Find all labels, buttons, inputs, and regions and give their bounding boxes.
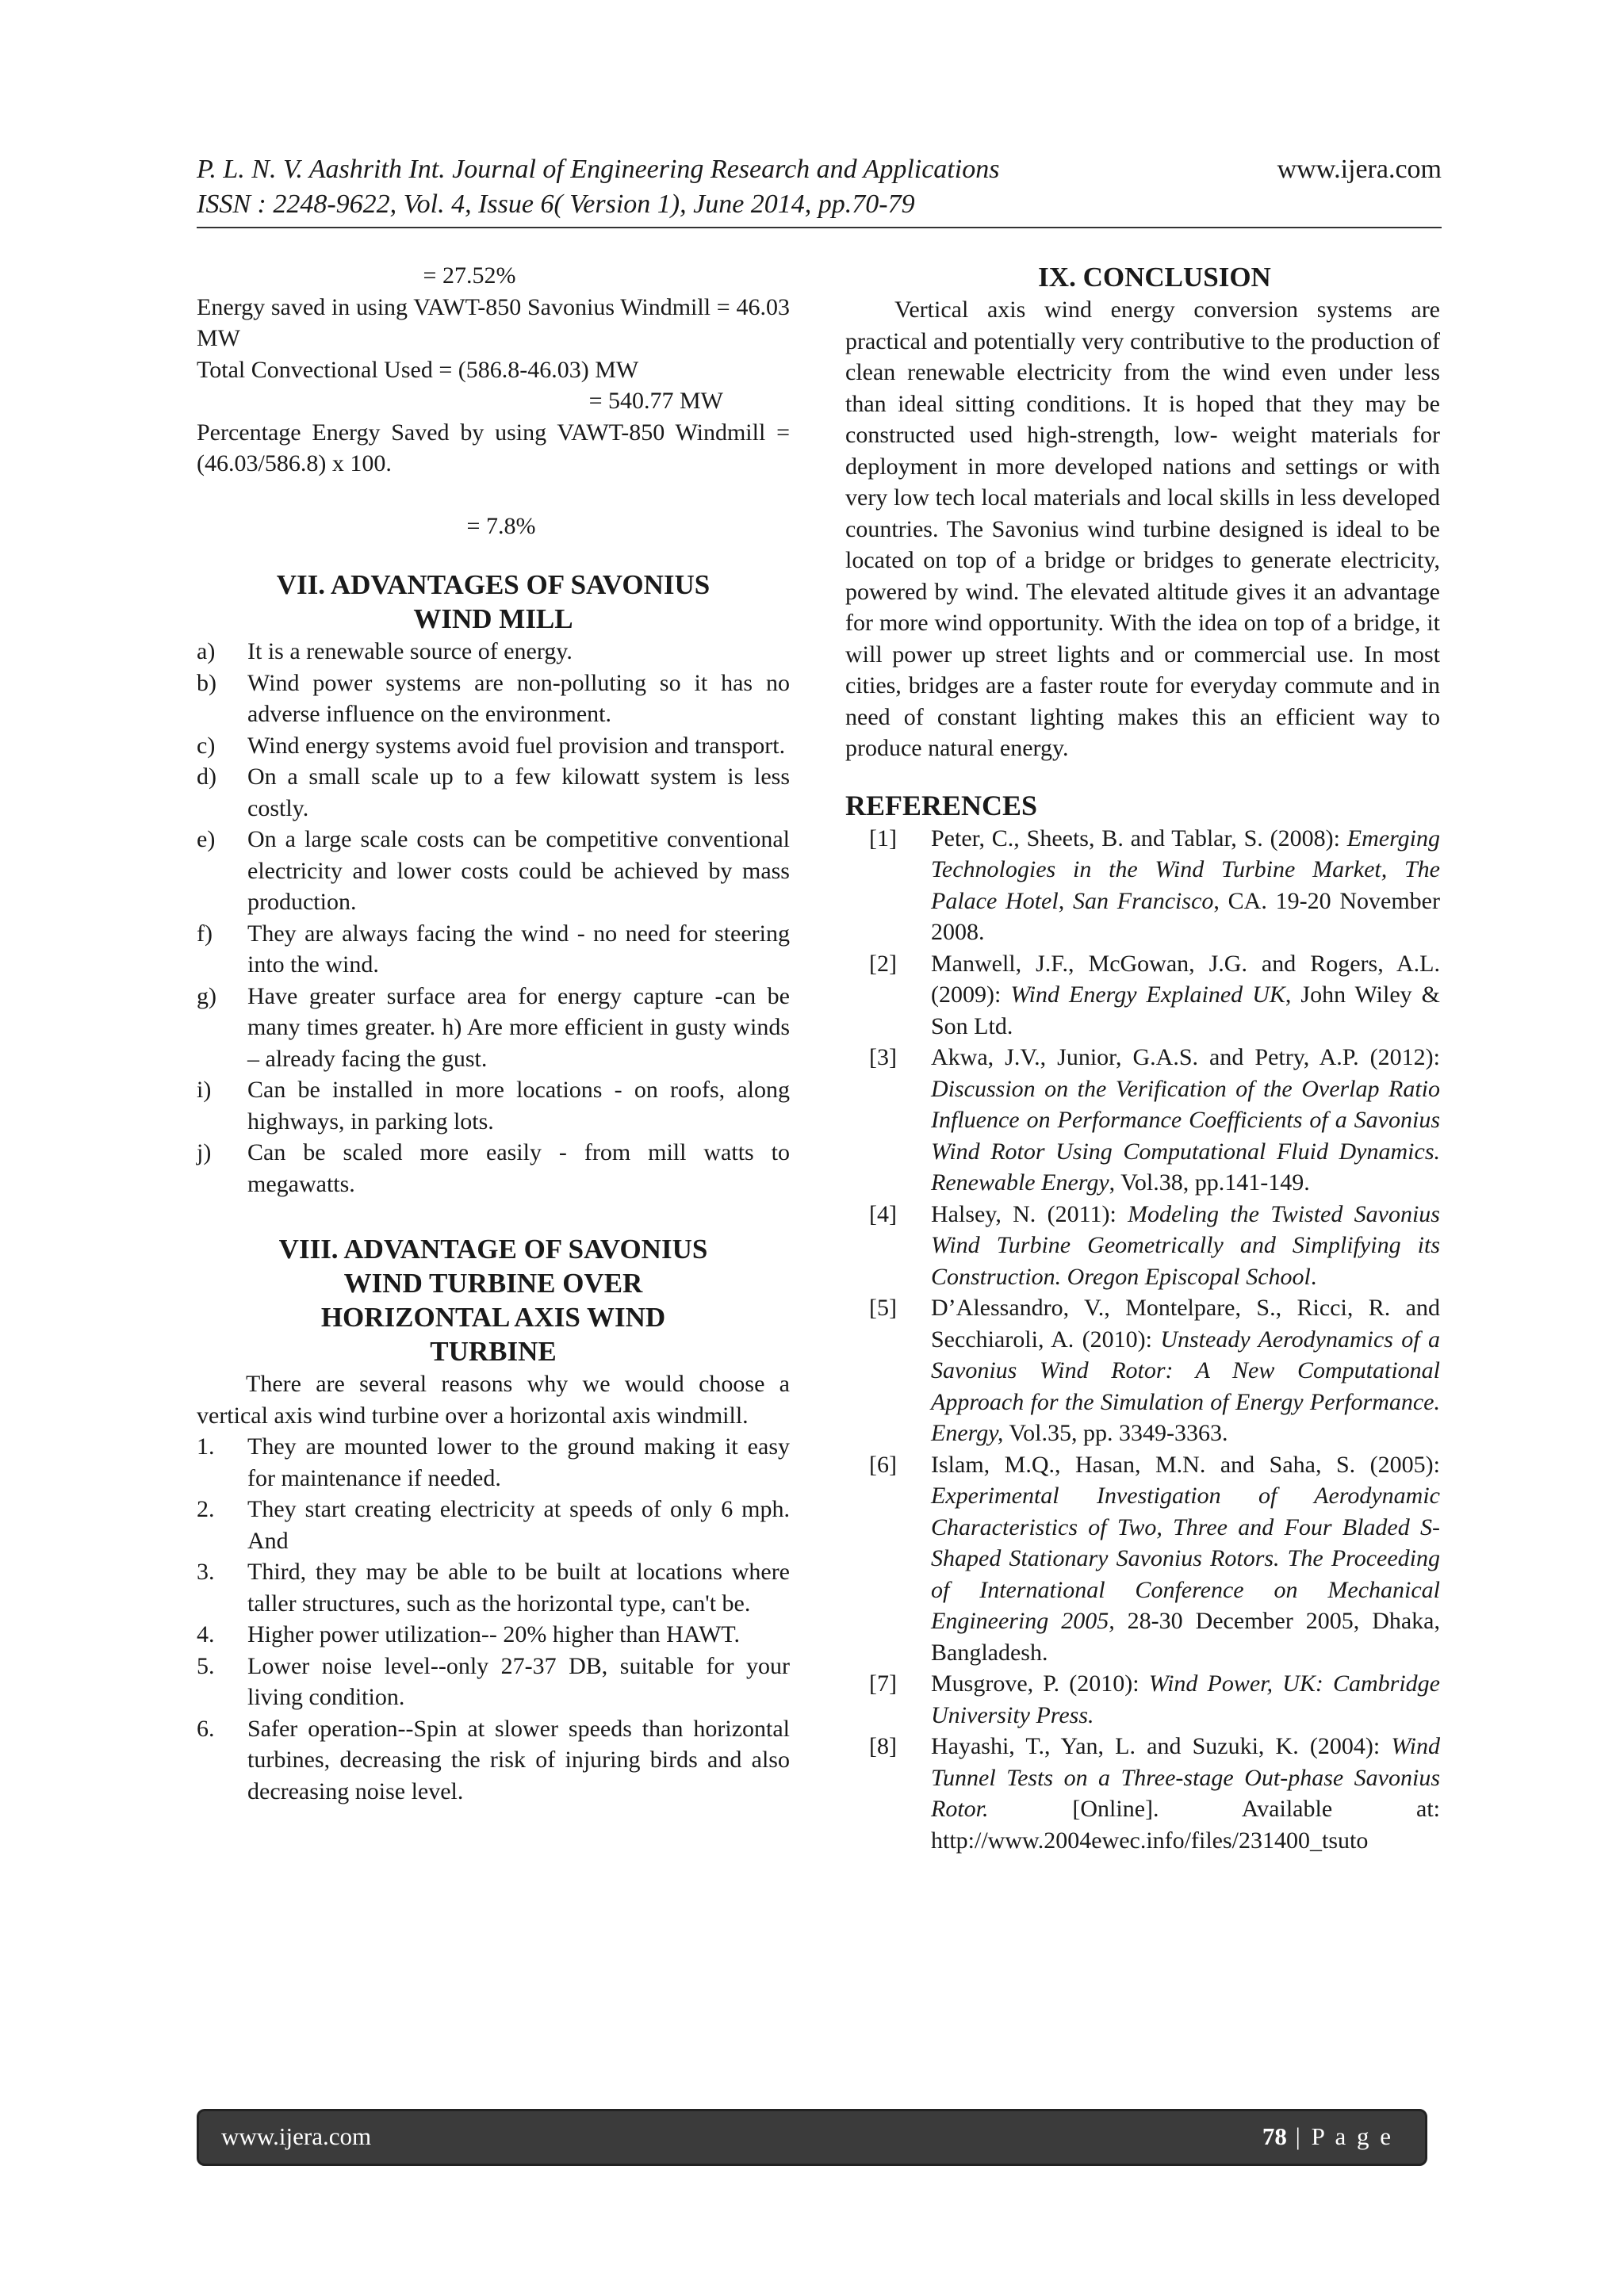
list-item <box>197 730 790 762</box>
reference-title: Experimental Investigation of Aerodynamic Characteristics of Two, Three and Four Bladed S-Shaped Stationary Savonius Rotors. The Proceeding of International Conference on Mechanical Engineering 2005, <box>931 1483 1440 1634</box>
list-marker: 4. <box>197 1621 215 1647</box>
list-marker: 5. <box>197 1652 215 1679</box>
list-marker: j) <box>197 1139 212 1165</box>
energy-saved-paragraph: Energy saved in using VAWT-850 Savonius Windmill = 46.03 MW <box>197 293 790 351</box>
list-marker: e) <box>197 826 216 852</box>
reference-title: Modeling the Twisted Savonius Wind Turbine Geometrically and Simplifying its Construction. Oregon Episcopal School <box>931 1200 1440 1290</box>
issn-line: ISSN : 2248-9622, Vol. 4, Issue 6( Version 1), June 2014, pp.70-79 <box>197 189 915 219</box>
list-marker: [3] <box>869 1044 897 1070</box>
footer-website-link[interactable]: www.ijera.com <box>221 2122 372 2150</box>
references-heading: REFERENCES <box>845 789 1038 821</box>
list-item-text: Safer operation--Spin at slower speeds than horizontal turbines, decreasing the risk of injuring birds and also decreasing noise level. <box>247 1715 790 1804</box>
reference-text: Islam, M.Q., Hasan, M.N. and Saha, S. (2005): <box>931 1451 1440 1478</box>
list-item-text: Can be installed in more locations - on roofs, along highways, in parking lots. <box>247 1077 790 1135</box>
running-header <box>197 152 1442 222</box>
heading-line: WIND TURBINE OVER <box>343 1268 643 1299</box>
reference-title: Unsteady Aerodynamics of a Savonius Wind Rotor: A New Computational Approach for the Simulation of Energy Performance. Energy, <box>931 1326 1440 1446</box>
list-item <box>197 981 790 1075</box>
reference-item <box>845 823 1440 948</box>
list-item <box>197 761 790 824</box>
list-item <box>197 1556 790 1619</box>
reference-title: Emerging Technologies in the Wind Turbine Market, The Palace Hotel, San Francisco <box>931 825 1440 914</box>
list-marker: d) <box>197 763 216 790</box>
reference-item <box>845 1199 1440 1293</box>
page-label: | P a g e <box>1286 2122 1393 2150</box>
list-item-text: Have greater surface area for energy capture -can be many times greater. h) Are more efficient in gusty winds – already facing the gust. <box>247 982 790 1072</box>
percentage-saved-paragraph: Percentage Energy Saved by using VAWT-850 Windmill = (46.03/586.8) x 100. <box>197 419 790 476</box>
conclusion-paragraph: Vertical axis wind energy conversion systems are practical and potentially very contributive to the production of clean renewable electricity from the wind even under less than ideal sitting conditions. It is hoped that they may be constructed used high-strength, low- weight materials for deployment in more developed nations and settings or with very low tech local materials and local skills in less developed countries. The Savonius wind turbine designed is ideal to be located on top of a bridge or bridges to generate electricity, powered by wind. The elevated altitude gives it an advantage for more wind opportunity. With the idea on top of a bridge, it will power up street lights and or commercial use. In most cities, bridges are a faster route for everyday commute and in need of constant lighting makes this an efficient way to produce natural energy. <box>845 297 1440 761</box>
equation-result-2: = 7.8% <box>466 512 536 539</box>
list-item-text: Wind power systems are non-polluting so it has no adverse influence on the environment. <box>247 669 790 727</box>
page-number <box>1262 2122 1393 2151</box>
total-used-paragraph: Total Convectional Used = (586.8-46.03) MW <box>197 356 639 383</box>
reasons-list <box>197 1431 790 1807</box>
list-item-text: Wind energy systems avoid fuel provision and transport. <box>247 732 786 759</box>
list-item <box>197 1431 790 1494</box>
list-marker: 6. <box>197 1715 215 1742</box>
list-item <box>197 1494 790 1556</box>
total-used-result: = 540.77 MW <box>588 388 723 414</box>
reference-text: Peter, C., Sheets, B. and Tablar, S. (2008): <box>931 825 1347 851</box>
reference-item <box>845 948 1440 1043</box>
list-item-text: They start creating electricity at speeds of only 6 mph. And <box>247 1496 790 1554</box>
list-marker: c) <box>197 732 216 759</box>
reference-text: , Vol.38, pp.141-149. <box>1109 1169 1310 1196</box>
reference-text: , John Wiley & Son Ltd. <box>931 982 1440 1039</box>
reference-title: Wind Power, UK: Cambridge University Press. <box>931 1670 1440 1728</box>
list-marker: [8] <box>869 1733 897 1759</box>
reference-text: 28-30 December 2005, Dhaka, Bangladesh. <box>931 1608 1440 1666</box>
reference-text: Halsey, N. (2011): <box>931 1200 1128 1227</box>
list-item-text: On a large scale costs can be competitive conventional electricity and lower costs could be achieved by mass production. <box>247 826 790 915</box>
list-item <box>197 668 790 730</box>
section-heading-vii <box>197 568 790 636</box>
reference-item <box>845 1042 1440 1199</box>
list-marker: [7] <box>869 1670 897 1697</box>
advantages-list <box>197 636 790 1200</box>
list-marker: 3. <box>197 1559 215 1585</box>
heading-line: VII. ADVANTAGES OF SAVONIUS <box>276 569 710 600</box>
header-website-link[interactable]: www.ijera.com <box>1277 155 1442 184</box>
list-marker: 2. <box>197 1496 215 1522</box>
list-item <box>197 1074 790 1137</box>
reference-text: Akwa, J.V., Junior, G.A.S. and Petry, A.P. (2012): <box>931 1044 1440 1070</box>
list-item-text: It is a renewable source of energy. <box>247 638 573 664</box>
journal-citation-line <box>197 152 1442 187</box>
references-list <box>845 823 1440 1857</box>
list-item-text: They are always facing the wind - no need for steering into the wind. <box>247 920 790 978</box>
list-item <box>197 1713 790 1808</box>
list-item-text: Higher power utilization-- 20% higher than HAWT. <box>247 1621 741 1647</box>
list-marker: i) <box>197 1077 212 1103</box>
list-marker: [4] <box>869 1200 897 1227</box>
section-heading-viii <box>197 1232 790 1368</box>
reference-text: . <box>1310 1263 1317 1290</box>
section-heading-ix: IX. CONCLUSION <box>1038 262 1271 293</box>
reference-text: Manwell, J.F., McGowan, J.G. and Rogers, A.L. (2009): <box>931 950 1440 1008</box>
list-marker: [6] <box>869 1451 897 1478</box>
list-item-text: They are mounted lower to the ground making it easy for maintenance if needed. <box>247 1433 790 1491</box>
heading-line: VIII. ADVANTAGE OF SAVONIUS <box>278 1234 708 1265</box>
reference-text: Hayashi, T., Yan, L. and Suzuki, K. (2004): <box>931 1733 1392 1759</box>
reference-text: , CA. 19-20 November 2008. <box>931 887 1440 945</box>
list-item-text: On a small scale up to a few kilowatt system is less costly. <box>247 763 790 821</box>
reference-item <box>845 1292 1440 1449</box>
reference-title: Wind Tunnel Tests on a Three-stage Out-phase Savonius Rotor. <box>931 1733 1440 1822</box>
heading-line: WIND MILL <box>413 603 573 634</box>
reasons-intro-paragraph: There are several reasons why we would choose a vertical axis wind turbine over a horizontal axis windmill. <box>197 1371 790 1429</box>
heading-line: HORIZONTAL AXIS WIND <box>320 1302 666 1333</box>
reference-text: [Online]. Available at: http://www.2004ewec.info/files/231400_tsuto <box>931 1796 1440 1854</box>
list-item <box>197 918 790 981</box>
equation-result-1: = 27.52% <box>423 262 516 289</box>
left-column <box>197 260 790 1807</box>
reference-text: Vol.35, pp. 3349-3363. <box>1003 1420 1228 1446</box>
reference-text: D’Alessandro, V., Montelpare, S., Ricci, R. and Secchiaroli, A. (2010): <box>931 1295 1440 1353</box>
reference-title: Wind Energy Explained UK <box>1010 982 1285 1008</box>
reference-item <box>845 1449 1440 1669</box>
list-item <box>197 1651 790 1713</box>
list-marker: a) <box>197 638 216 664</box>
page-number-value: 78 <box>1262 2122 1287 2150</box>
right-column <box>845 260 1440 1856</box>
heading-line: TURBINE <box>430 1336 557 1367</box>
header-rule <box>197 227 1442 228</box>
list-item <box>197 824 790 918</box>
list-marker: [2] <box>869 950 897 977</box>
list-item-text: Lower noise level--only 27-37 DB, suitable for your living condition. <box>247 1652 790 1710</box>
reference-item <box>845 1731 1440 1856</box>
list-marker: g) <box>197 982 216 1009</box>
list-item <box>197 1619 790 1651</box>
list-item-text: Third, they may be able to be built at locations where taller structures, such as the horizontal type, can't be. <box>247 1559 790 1617</box>
reference-item <box>845 1668 1440 1731</box>
reference-title: Discussion on the Verification of the Overlap Ratio Influence on Performance Coefficients of a Savonius Wind Rotor Using Computational Fluid Dynamics. Renewable Energy <box>931 1075 1440 1196</box>
list-marker: 1. <box>197 1433 215 1460</box>
page-footer <box>197 2109 1427 2166</box>
list-item <box>197 636 790 668</box>
journal-title: P. L. N. V. Aashrith Int. Journal of Engineering Research and Applications <box>197 155 1000 184</box>
list-marker: b) <box>197 669 216 696</box>
list-marker: [1] <box>869 825 897 851</box>
list-marker: f) <box>197 920 213 947</box>
reference-text: Musgrove, P. (2010): <box>931 1670 1149 1697</box>
list-marker: [5] <box>869 1295 897 1321</box>
list-item-text: Can be scaled more easily - from mill watts to megawatts. <box>247 1139 790 1197</box>
list-item <box>197 1137 790 1200</box>
